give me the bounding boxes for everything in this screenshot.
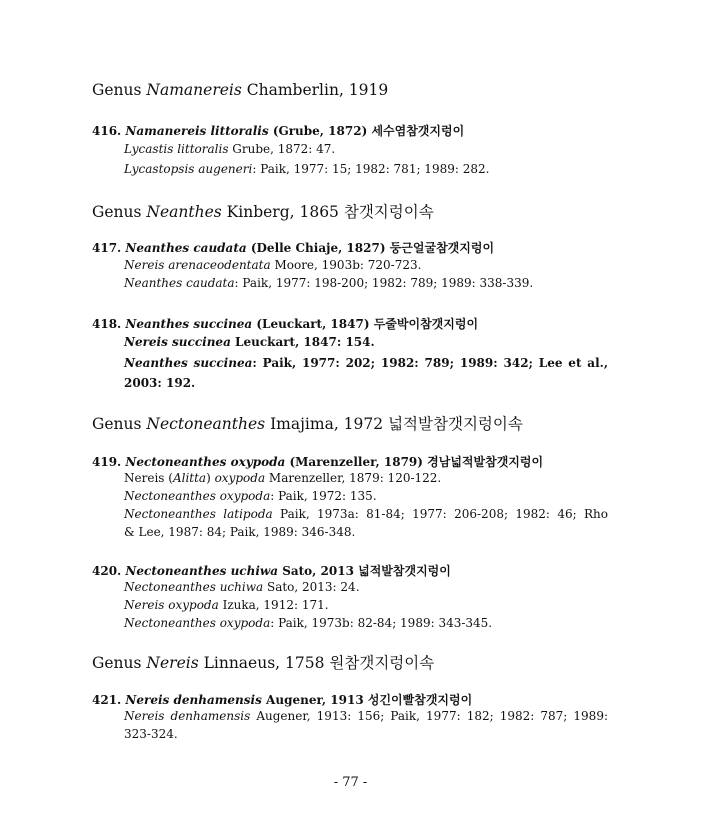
species-entry-419 [92,453,543,470]
synonym-name: Lycastis littoralis [124,142,229,156]
genus-label: Genus [92,81,142,99]
species-author: (Marenzeller, 1879) [289,455,423,469]
synonym-line [124,335,375,349]
synonym-name: Nereis arenaceodentata [124,258,271,272]
species-author: Augener, 1913 [266,693,364,707]
synonym-line [124,507,608,521]
synonym-line [124,616,492,630]
synonym-ref: Augener, 1913: 156; Paik, 1977: 182; 1982: 787; 1989: [250,709,608,723]
genus-author: Chamberlin, 1919 [246,81,389,99]
species-entry-421 [92,691,472,708]
genus-author: Linnaeus, 1758 [203,654,325,672]
genus-author: Imajima, 1972 [270,415,384,433]
synonym-ref: Sato, 2013: 24. [263,580,360,594]
genus-name: Namanereis [146,81,242,99]
species-name: Nectoneanthes oxypoda [125,455,286,469]
synonym-line [124,142,335,156]
genus-korean-name: 넓적발참갯지렁이속 [388,415,523,433]
genus-name: Neanthes [146,203,222,221]
synonym-name: Nereis denhamensis [124,709,251,723]
synonym-name: Nectoneanthes uchiwa [124,580,264,594]
species-author: (Grube, 1872) [272,124,368,138]
species-name: Neanthes succinea [125,317,253,331]
species-number: 421. [92,693,122,707]
species-number: 420. [92,564,122,578]
species-entry-420 [92,562,451,579]
synonym-prefix: Nereis ( [124,471,173,485]
genus-label: Genus [92,654,142,672]
genus-heading-neanthes [92,200,434,222]
species-korean-name: 경남넓적발참갯지렁이 [427,455,544,469]
synonym-ref: : Paik, 1977: 15; 1982: 781; 1989: 282. [252,162,490,176]
synonym-continuation: 2003: 192. [124,376,196,390]
species-entry-417 [92,239,494,256]
species-number: 416. [92,124,122,138]
genus-korean-name: 원참갯지렁이속 [329,654,435,672]
synonym-name: Neanthes caudata [124,276,235,290]
species-korean-name: 둥근얼굴참갯지렁이 [389,241,495,255]
synonym-ref: : Paik, 1977: 198-200; 1982: 789; 1989: 338-339. [234,276,534,290]
synonym-ref: Moore, 1903b: 720-723. [270,258,422,272]
synonym-line [124,580,360,594]
genus-heading-nereis [92,651,434,673]
species-number: 417. [92,241,122,255]
species-korean-name: 두줄박이참갯지렁이 [373,317,479,331]
synonym-epithet: oxypoda [214,471,266,485]
synonym-name: Nectoneanthes oxypoda [124,616,271,630]
species-author: (Delle Chiaje, 1827) [250,241,386,255]
synonym-line [124,356,608,370]
synonym-line [124,162,489,176]
species-korean-name: 세수염참갯지렁이 [371,124,465,138]
synonym-continuation: & Lee, 1987: 84; Paik, 1989: 346-348. [124,525,356,539]
species-name: Nereis denhamensis [125,693,262,707]
synonym-ref: Izuka, 1912: 171. [218,598,329,612]
synonym-name: Nereis oxypoda [124,598,219,612]
synonym-name: Nereis succinea [124,335,231,349]
synonym-name: Neanthes succinea [124,356,253,370]
synonym-line [124,276,533,290]
species-number: 418. [92,317,122,331]
species-korean-name: 성긴이빨참갯지렁이 [367,693,473,707]
synonym-ref: Marenzeller, 1879: 120-122. [265,471,442,485]
synonym-continuation: 323-324. [124,727,178,741]
species-author: Sato, 2013 [282,564,354,578]
synonym-ref: : Paik, 1973b: 82-84; 1989: 343-345. [270,616,493,630]
synonym-ref: Grube, 1872: 47. [228,142,336,156]
synonym-name: Lycastopsis augeneri [124,162,253,176]
page-number: - 77 - [333,775,368,790]
genus-heading-nectoneanthes [92,412,523,434]
synonym-name: Nectoneanthes oxypoda [124,489,271,503]
species-korean-name: 넓적발참갯지렁이 [358,564,451,578]
genus-name: Nectoneanthes [146,415,266,433]
synonym-name: Nectoneanthes latipoda [124,507,273,521]
synonym-ref: : Paik, 1977: 202; 1982: 789; 1989: 342; Lee et al., [252,356,608,370]
synonym-line [124,258,421,272]
synonym-ref: : Paik, 1972: 135. [270,489,377,503]
genus-label: Genus [92,203,142,221]
species-entry-418 [92,315,478,332]
genus-author: Kinberg, 1865 [226,203,339,221]
species-entry-416 [92,122,464,139]
species-name: Neanthes caudata [125,241,247,255]
species-name: Namanereis littoralis [125,124,269,138]
synonym-paren: ) [206,471,215,485]
synonym-line [124,598,329,612]
synonym-line [124,471,441,485]
synonym-ref: Paik, 1973a: 81-84; 1977: 206-208; 1982: 46; Rho [272,507,609,521]
species-author: (Leuckart, 1847) [256,317,370,331]
species-number: 419. [92,455,122,469]
genus-heading-namanereis [92,81,388,99]
synonym-subgenus: Alitta [172,471,207,485]
genus-label: Genus [92,415,142,433]
genus-name: Nereis [146,654,199,672]
synonym-line [124,709,608,723]
genus-korean-name: 참갯지렁이속 [343,203,434,221]
synonym-ref: Leuckart, 1847: 154. [230,335,375,349]
species-name: Nectoneanthes uchiwa [125,564,278,578]
synonym-line [124,489,377,503]
